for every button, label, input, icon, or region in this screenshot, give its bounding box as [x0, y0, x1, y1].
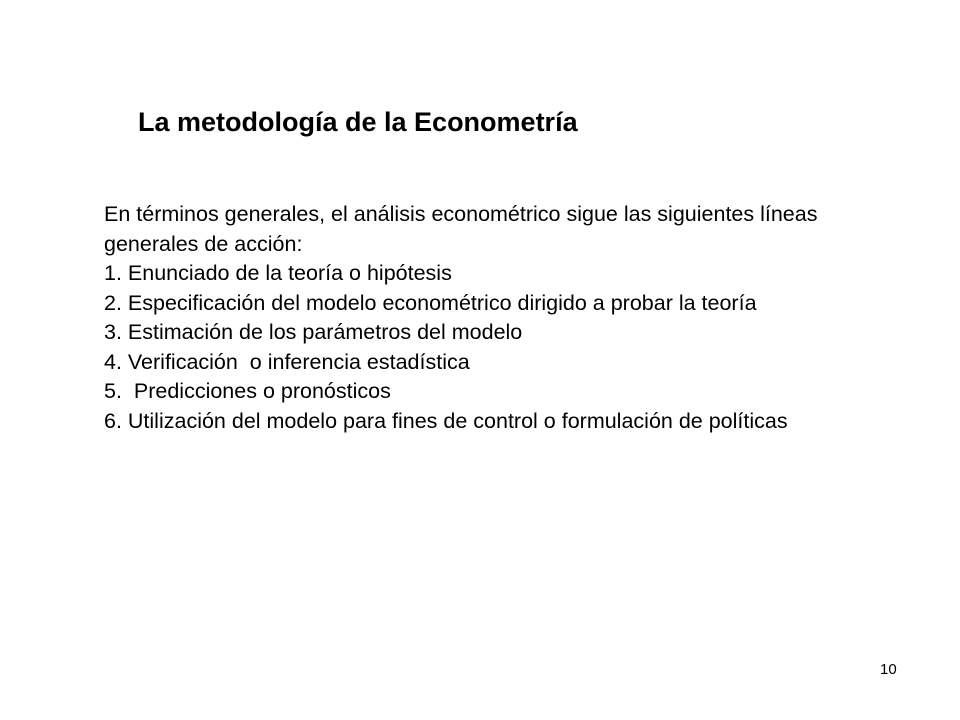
slide-title: La metodología de la Econometría	[138, 107, 578, 137]
list-item: 5. Predicciones o pronósticos	[104, 379, 391, 403]
slide-body	[104, 200, 864, 436]
slide-number: 10	[880, 661, 897, 678]
list-item: 3. Estimación de los parámetros del modelo	[104, 320, 523, 344]
list-item: 6. Utilización del modelo para fines de control o formulación de políticas	[104, 408, 788, 433]
list-item: 1. Enunciado de la teoría o hipótesis	[104, 261, 452, 285]
list-item: 4. Verificación o inferencia estadística	[104, 349, 470, 374]
intro-text: En términos generales, el análisis econométrico sigue las siguientes líneas generales de acción:	[104, 202, 818, 256]
list-item: 2. Especificación del modelo econométrico dirigido a probar la teoría	[104, 290, 757, 315]
